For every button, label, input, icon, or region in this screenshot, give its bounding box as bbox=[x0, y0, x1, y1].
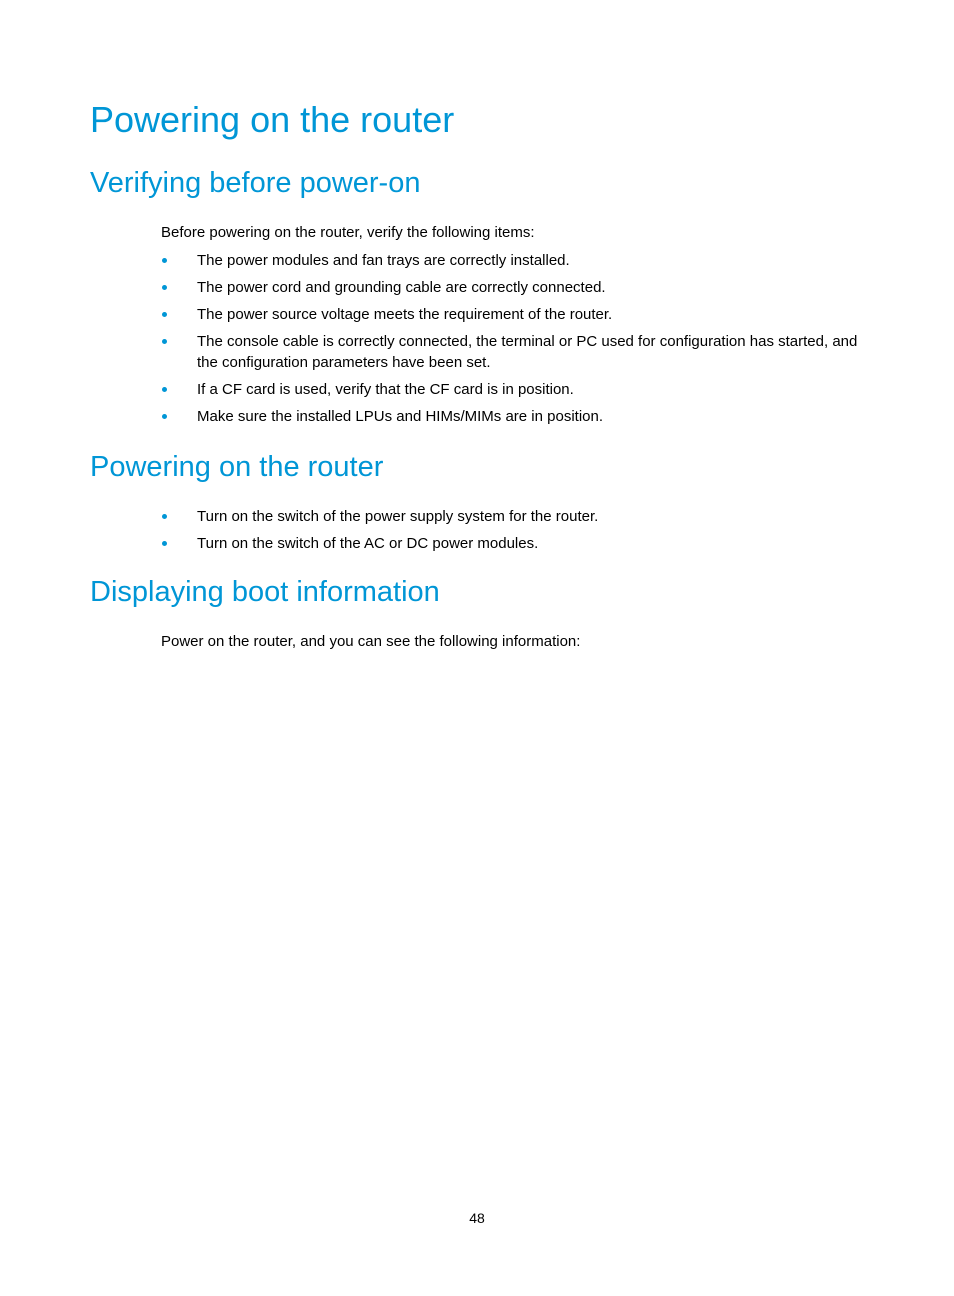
list-item: Turn on the switch of the AC or DC power modules. bbox=[161, 533, 871, 554]
list-item: The console cable is correctly connected, the terminal or PC used for configuration has started, and the configuration parameters have been set. bbox=[161, 331, 871, 373]
verify-list bbox=[161, 250, 871, 433]
power-on-list bbox=[161, 506, 871, 560]
page-number: 48 bbox=[469, 1210, 485, 1226]
section-heading-verify: Verifying before power-on bbox=[90, 167, 421, 199]
list-item: Turn on the switch of the power supply system for the router. bbox=[161, 506, 871, 527]
section-heading-power-on: Powering on the router bbox=[90, 451, 384, 483]
bullet-icon bbox=[162, 514, 167, 519]
page-title: Powering on the router bbox=[90, 99, 455, 140]
section-heading-boot-info: Displaying boot information bbox=[90, 576, 440, 608]
list-item: The power cord and grounding cable are correctly connected. bbox=[161, 277, 871, 298]
list-item: Make sure the installed LPUs and HIMs/MIMs are in position. bbox=[161, 406, 871, 427]
bullet-icon bbox=[162, 285, 167, 290]
list-item: If a CF card is used, verify that the CF card is in position. bbox=[161, 379, 871, 400]
list-item: The power source voltage meets the requirement of the router. bbox=[161, 304, 871, 325]
bullet-icon bbox=[162, 312, 167, 317]
list-item: The power modules and fan trays are correctly installed. bbox=[161, 250, 871, 271]
bullet-icon bbox=[162, 258, 167, 263]
bullet-icon bbox=[162, 414, 167, 419]
boot-info-intro: Power on the router, and you can see the following information: bbox=[161, 633, 581, 650]
bullet-icon bbox=[162, 387, 167, 392]
bullet-icon bbox=[162, 339, 167, 344]
bullet-icon bbox=[162, 541, 167, 546]
verify-intro: Before powering on the router, verify the following items: bbox=[161, 224, 535, 241]
